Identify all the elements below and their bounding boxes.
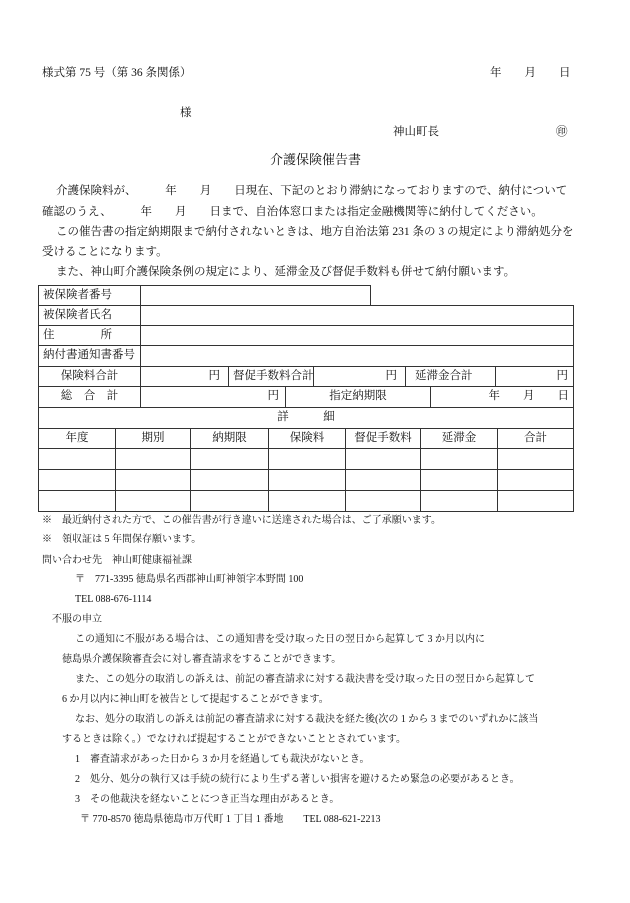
appeal-item: 3 その他裁決を経ないことにつき正当な理由があるとき。	[75, 794, 340, 805]
contact-label: 問い合わせ先	[42, 555, 102, 566]
body-line: 確認のうえ、 年 月 日まで、自治体窓口または指定金融機関等に納付してください。	[42, 206, 543, 218]
detail-cell	[420, 448, 498, 470]
body-line: 介護保険料が、 年 月 日現在、下記のとおり滞納になっておりますので、納付について	[56, 185, 568, 197]
detail-column-header	[268, 428, 346, 449]
seal-mark: ㊞	[556, 126, 568, 138]
insured-number-value	[140, 285, 371, 306]
detail-column-header	[345, 428, 421, 449]
reminder-fee-total-label-text: 督促手数料合計	[233, 369, 314, 382]
appeal-line: するときは除く。）でなければ提起することができないこととされています。	[62, 734, 406, 745]
detail-column-header	[420, 428, 498, 449]
note-line: ※ 領収証は 5 年間保存願います。	[42, 534, 202, 545]
premium-total-label	[38, 366, 141, 387]
late-fee-total-value	[495, 366, 574, 387]
premium-total-label-text: 保険料合計	[60, 369, 119, 382]
appeal-item: 2 処分、処分の執行又は手続の続行により生ずる著しい損害を避けるため緊急の必要があるとき。	[75, 774, 520, 785]
detail-cell	[115, 469, 191, 491]
address-label-text: 住 所	[43, 328, 112, 341]
address-value	[140, 325, 574, 346]
detail-cell	[345, 469, 421, 491]
detail-cell	[190, 469, 269, 491]
detail-cell	[38, 469, 116, 491]
detail-cell	[420, 490, 498, 512]
detail-cell	[190, 448, 269, 470]
detail-cell	[345, 448, 421, 470]
detail-cell	[38, 448, 116, 470]
detail-cell	[190, 490, 269, 512]
due-date-label	[285, 386, 431, 408]
form-number: 様式第 75 号（第 36 条関係）	[42, 67, 192, 79]
grand-total-label-text: 総 合 計	[60, 390, 119, 403]
detail-cell	[38, 490, 116, 512]
body-line: また、神山町介護保険条例の規定により、延滞金及び督促手数料も併せて納付願います。	[56, 266, 516, 278]
detail-cell	[268, 490, 346, 512]
yen-unit: 円	[385, 369, 397, 382]
due-date-label-text: 指定納期限	[329, 390, 387, 403]
details-heading	[38, 407, 574, 429]
grand-total-value	[140, 386, 286, 408]
yen-unit: 円	[556, 369, 568, 382]
detail-cell	[497, 448, 574, 470]
insured-number-label-text: 被保険者番号	[43, 288, 112, 301]
insured-name-label-text: 被保険者氏名	[43, 308, 112, 321]
detail-cell	[115, 490, 191, 512]
late-fee-total-label-text: 延滞金合計	[415, 369, 473, 382]
detail-cell	[420, 469, 498, 491]
detail-column-header-text: 年度	[65, 431, 89, 444]
detail-cell	[345, 490, 421, 512]
appeal-line: この通知に不服がある場合は、この通知書を受け取った日の翌日から起算して 3 か月以内に	[75, 634, 485, 645]
insured-name-label	[38, 305, 141, 326]
detail-column-header	[497, 428, 574, 449]
appeal-line: なお、処分の取消しの訴えは前記の審査請求に対する裁決を経た後(次の 1 から 3 までのいずれかに該当	[75, 714, 539, 725]
yen-unit: 円	[208, 369, 220, 382]
contact-tel: TEL 088-676-1114	[75, 594, 152, 605]
appeal-line: また、この処分の取消しの訴えは、前記の審査請求に対する裁決書を受け取った日の翌日から起算して	[75, 674, 535, 685]
detail-column-header-text: 合計	[524, 431, 547, 444]
details-heading-text: 詳 細	[277, 411, 335, 424]
appeal-office-address: 〒 770-8570 徳島県徳島市万代町 1 丁目 1 番地 TEL 088-621-2213	[80, 814, 381, 825]
detail-cell	[115, 448, 191, 470]
appeal-heading: 不服の申立	[52, 614, 102, 625]
insured-name-value	[140, 305, 574, 326]
notice-number-value	[140, 345, 574, 367]
appeal-line: 徳島県介護保険審査会に対し審査請求をすることができます。	[62, 654, 342, 665]
detail-cell	[268, 469, 346, 491]
premium-total-value	[140, 366, 229, 387]
detail-cell	[497, 469, 574, 491]
detail-column-header	[38, 428, 116, 449]
detail-cell	[268, 448, 346, 470]
reminder-fee-total-value	[313, 366, 406, 387]
detail-column-header-text: 督促手数料	[354, 431, 412, 444]
insured-number-label	[38, 285, 141, 306]
detail-column-header-text: 延滞金	[441, 431, 477, 444]
body-line: この催告書の指定納期限まで納付されないときは、地方自治法第 231 条の 3 の規定により滞納処分を	[56, 226, 574, 238]
issuer-name: 神山町長	[393, 126, 439, 138]
late-fee-total-label	[405, 366, 496, 387]
contact-department: 神山町健康福祉課	[112, 555, 192, 566]
yen-unit: 円	[267, 390, 279, 403]
appeal-line: 6 か月以内に神山町を被告として提起することができます。	[62, 694, 329, 705]
detail-column-header	[115, 428, 191, 449]
detail-column-header-text: 納期限	[212, 431, 247, 444]
grand-total-label	[38, 386, 141, 408]
due-date-value-text: 年 月 日	[488, 390, 569, 403]
detail-column-header-text: 期別	[141, 431, 165, 444]
reminder-fee-total-label	[228, 366, 314, 387]
issue-date: 年 月 日	[490, 67, 571, 79]
appeal-item: 1 審査請求があった日から 3 か月を経過しても裁決がないとき。	[75, 754, 370, 765]
notice-number-label	[38, 345, 141, 367]
detail-column-header	[190, 428, 269, 449]
document-title: 介護保険催告書	[270, 152, 362, 167]
addressee-suffix: 様	[180, 107, 192, 119]
note-line: ※ 最近納付された方で、この催告書が行き違いに送達された場合は、ご了承願います。	[42, 515, 441, 526]
body-line: 受けることになります。	[42, 246, 168, 258]
contact-postal-address: 〒 771-3395 徳島県名西郡神山町神領字本野間 100	[75, 574, 304, 585]
notice-number-label-text: 納付書通知書番号	[43, 349, 135, 362]
address-label	[38, 325, 141, 346]
detail-column-header-text: 保険料	[289, 431, 325, 444]
due-date-value	[430, 386, 574, 408]
detail-cell	[497, 490, 574, 512]
